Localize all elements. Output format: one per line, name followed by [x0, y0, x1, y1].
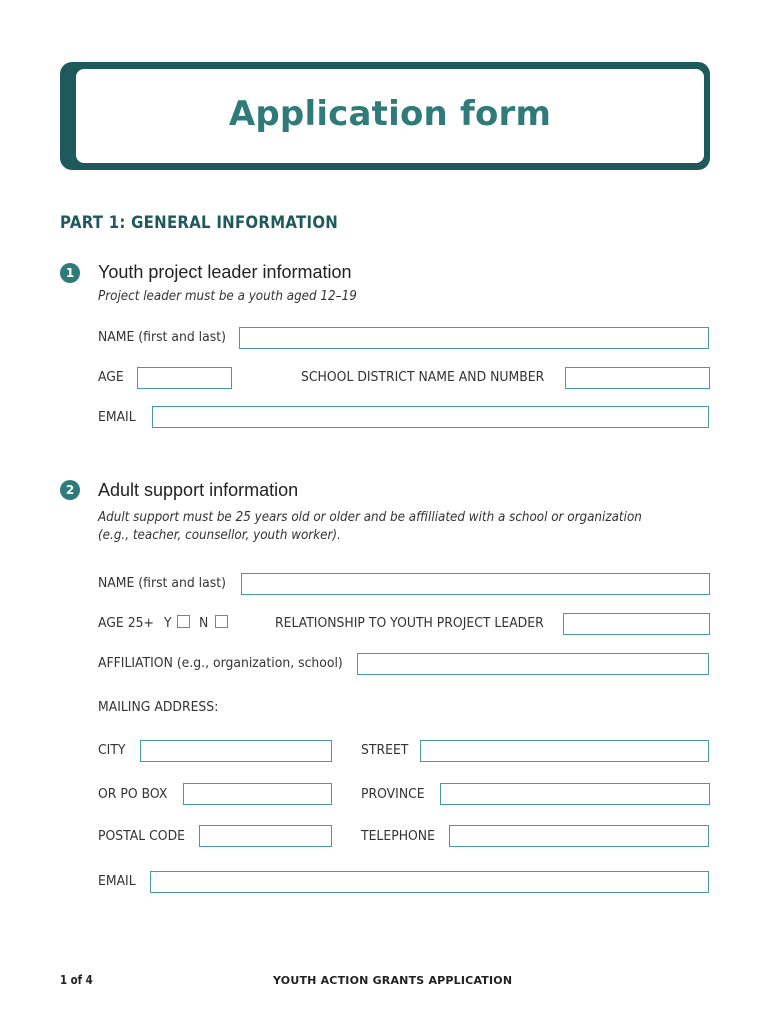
- part-heading: PART 1: GENERAL INFORMATION: [60, 213, 339, 233]
- section-2-number-badge: 2: [60, 480, 80, 500]
- age-no-label: N: [199, 615, 209, 631]
- affiliation-field[interactable]: [357, 653, 709, 675]
- telephone-label: TELEPHONE: [361, 828, 435, 844]
- street-field[interactable]: [420, 740, 709, 762]
- age-yes-checkbox[interactable]: [177, 615, 190, 628]
- youth-email-field[interactable]: [152, 406, 709, 428]
- section-1-title: Youth project leader information: [98, 262, 352, 282]
- province-field[interactable]: [440, 783, 710, 805]
- province-label: PROVINCE: [361, 786, 425, 802]
- youth-name-field[interactable]: [239, 327, 709, 349]
- youth-age-label: AGE: [98, 369, 124, 385]
- youth-age-field[interactable]: [137, 367, 232, 389]
- adult-email-label: EMAIL: [98, 873, 136, 889]
- relationship-field[interactable]: [563, 613, 710, 635]
- po-box-field[interactable]: [183, 783, 332, 805]
- age-no-checkbox[interactable]: [215, 615, 228, 628]
- page-title: Application form: [228, 94, 552, 134]
- city-label: CITY: [98, 742, 126, 758]
- relationship-label: RELATIONSHIP TO YOUTH PROJECT LEADER: [275, 615, 544, 631]
- page-number: 1 of 4: [60, 973, 93, 987]
- adult-name-field[interactable]: [241, 573, 710, 595]
- youth-email-label: EMAIL: [98, 409, 136, 425]
- age-yes-label: Y: [164, 615, 172, 631]
- section-2-title: Adult support information: [98, 480, 299, 500]
- street-label: STREET: [361, 742, 409, 758]
- postal-code-label: POSTAL CODE: [98, 828, 185, 844]
- section-1-note: Project leader must be a youth aged 12–19: [98, 289, 357, 304]
- youth-name-label: NAME (first and last): [98, 329, 226, 345]
- telephone-field[interactable]: [449, 825, 709, 847]
- city-field[interactable]: [140, 740, 332, 762]
- section-2-note-line1: Adult support must be 25 years old or older and be affilliated with a school or organization: [98, 510, 642, 525]
- footer-title: YOUTH ACTION GRANTS APPLICATION: [273, 974, 513, 987]
- affiliation-label: AFFILIATION (e.g., organization, school): [98, 655, 343, 671]
- section-1-number-badge: 1: [60, 263, 80, 283]
- adult-name-label: NAME (first and last): [98, 575, 226, 591]
- school-district-field[interactable]: [565, 367, 710, 389]
- school-district-label: SCHOOL DISTRICT NAME AND NUMBER: [301, 369, 545, 385]
- adult-age-label: AGE 25+: [98, 615, 154, 631]
- section-2-note-line2: (e.g., teacher, counsellor, youth worker).: [98, 528, 341, 543]
- po-box-label: OR PO BOX: [98, 786, 168, 802]
- adult-email-field[interactable]: [150, 871, 709, 893]
- mailing-address-label: MAILING ADDRESS:: [98, 699, 219, 715]
- postal-code-field[interactable]: [199, 825, 332, 847]
